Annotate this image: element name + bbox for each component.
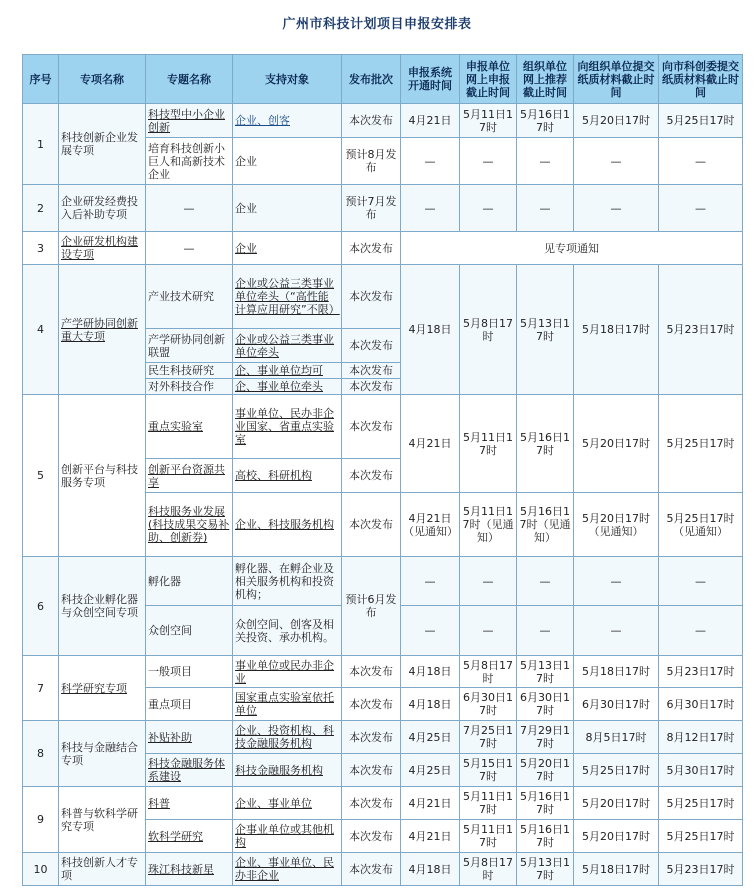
open-date: 4月18日 (401, 265, 460, 395)
paper-sti-deadline: 5月23日17时 (659, 853, 743, 886)
notice-cell: 见专项通知 (401, 232, 743, 265)
header-cell: 申报单位网上申报截止时间 (460, 55, 517, 104)
batch-cell: 本次发布 (342, 459, 401, 493)
schedule-table (22, 54, 743, 886)
topic-cell: 众创空间 (146, 606, 233, 656)
program-name: 科技企业孵化器与众创空间专项 (59, 557, 146, 656)
header-cell: 申报系统开通时间 (401, 55, 460, 104)
paper-sti-deadline: 5月25日17时 (659, 787, 743, 820)
program-name: 科技创新人才专项 (59, 853, 146, 886)
open-date: 4月21日 (401, 395, 460, 493)
recommend-deadline: 5月16日17时 (517, 104, 574, 138)
open-date: 4月21日（见通知） (401, 493, 460, 557)
batch-cell: 本次发布 (342, 688, 401, 721)
table-row (23, 557, 743, 606)
header-cell: 专项名称 (59, 55, 146, 104)
target-link[interactable]: 事业单位或民办非企业 (233, 656, 342, 688)
recommend-deadline: 5月13日17时 (517, 853, 574, 886)
apply-deadline: 5月15日17时 (460, 754, 517, 787)
paper-org-deadline: 5月20日17时 (574, 820, 659, 853)
table-row (23, 656, 743, 688)
recommend-deadline: 7月29日17时 (517, 721, 574, 754)
recommend-deadline: — (517, 138, 574, 185)
paper-sti-deadline: 5月23日17时 (659, 656, 743, 688)
header-cell: 序号 (23, 55, 59, 104)
row-number: 9 (23, 787, 59, 853)
topic-cell: 民生科技研究 (146, 363, 233, 379)
recommend-deadline: 5月16日17时 (517, 820, 574, 853)
paper-org-deadline: — (574, 606, 659, 656)
row-number: 4 (23, 265, 59, 395)
paper-org-deadline: 6月30日17时 (574, 688, 659, 721)
paper-sti-deadline: 5月25日17时（见通知） (659, 493, 743, 557)
apply-deadline: 5月11日17时 (460, 104, 517, 138)
target-link[interactable]: 企业、事业单位、民办非企业 (233, 853, 342, 886)
topic-cell: 孵化器 (146, 557, 233, 606)
row-number: 2 (23, 185, 59, 232)
program-link[interactable]: 产学研协同创新重大专项 (59, 265, 146, 395)
row-number: 3 (23, 232, 59, 265)
target-cell: 企业 (233, 138, 342, 185)
program-name: 科技创新企业发展专项 (59, 104, 146, 185)
target-cell: 企业 (233, 185, 342, 232)
row-number: 7 (23, 656, 59, 721)
paper-org-deadline: 5月18日17时 (574, 656, 659, 688)
target-link[interactable]: 企业、创客 (233, 104, 342, 138)
recommend-deadline: — (517, 606, 574, 656)
topic-cell: 对外科技合作 (146, 379, 233, 395)
topic-link[interactable]: 科技型中小企业创新 (146, 104, 233, 138)
apply-deadline: 5月8日17时 (460, 853, 517, 886)
apply-deadline: 7月25日17时 (460, 721, 517, 754)
open-date: 4月21日 (401, 104, 460, 138)
target-link[interactable]: 企业 (233, 232, 342, 265)
paper-org-deadline: 8月5日17时 (574, 721, 659, 754)
open-date: 4月25日 (401, 721, 460, 754)
open-date: 4月18日 (401, 853, 460, 886)
recommend-deadline: 5月16日17时 (517, 395, 574, 493)
topic-cell: 产学研协同创新联盟 (146, 329, 233, 363)
target-link[interactable]: 科技金融服务机构 (233, 754, 342, 787)
recommend-deadline: 5月16日17时 (517, 787, 574, 820)
header-cell: 组织单位网上推荐截止时间 (517, 55, 574, 104)
paper-org-deadline: — (574, 557, 659, 606)
target-link[interactable]: 企业、投资机构、科技金融服务机构 (233, 721, 342, 754)
paper-sti-deadline: 5月25日17时 (659, 820, 743, 853)
recommend-deadline: 5月13日17时 (517, 265, 574, 395)
program-name: 科技与金融结合专项 (59, 721, 146, 787)
open-date: — (401, 185, 460, 232)
batch-cell: 本次发布 (342, 656, 401, 688)
topic-link[interactable]: 科技金融服务体系建设 (146, 754, 233, 787)
open-date: — (401, 606, 460, 656)
apply-deadline: — (460, 606, 517, 656)
table-row (23, 104, 743, 138)
recommend-deadline: — (517, 185, 574, 232)
paper-org-deadline: 5月18日17时 (574, 265, 659, 395)
target-link[interactable]: 企业或公益三类事业单位牵头 (233, 329, 342, 363)
paper-sti-deadline: 8月12日17时 (659, 721, 743, 754)
recommend-deadline: 5月20日17时 (517, 754, 574, 787)
batch-cell: 本次发布 (342, 265, 401, 329)
recommend-deadline: 6月30日17时 (517, 688, 574, 721)
batch-cell: 本次发布 (342, 232, 401, 265)
apply-deadline: — (460, 138, 517, 185)
paper-sti-deadline: 5月23日17时 (659, 265, 743, 395)
topic-cell: 培育科技创新小巨人和高新技术企业 (146, 138, 233, 185)
paper-org-deadline: 5月25日17时 (574, 754, 659, 787)
target-link[interactable]: 事业单位、民办非企业国家、省重点实验室 (233, 395, 342, 459)
table-row (23, 185, 743, 232)
topic-link[interactable]: 科普 (146, 787, 233, 820)
target-link[interactable]: 企业、科技服务机构 (233, 493, 342, 557)
batch-cell: 本次发布 (342, 721, 401, 754)
row-number: 6 (23, 557, 59, 656)
batch-cell: 预计8月发布 (342, 138, 401, 185)
program-link[interactable]: 企业研发机构建设专项 (59, 232, 146, 265)
target-link[interactable]: 企事业单位或其他机构 (233, 820, 342, 853)
batch-cell: 预计7月发布 (342, 185, 401, 232)
batch-cell: 本次发布 (342, 104, 401, 138)
topic-link[interactable]: 科技服务业发展(科技成果交易补助、创新券) (146, 493, 233, 557)
header-cell: 向组织单位提交纸质材料截止时间 (574, 55, 659, 104)
batch-cell: 本次发布 (342, 363, 401, 379)
row-number: 8 (23, 721, 59, 787)
paper-org-deadline: 5月20日17时 (574, 395, 659, 493)
topic-cell: — (146, 185, 233, 232)
batch-cell: 预计6月发布 (342, 557, 401, 656)
program-link[interactable]: 科学研究专项 (59, 656, 146, 721)
topic-link[interactable]: 补贴补助 (146, 721, 233, 754)
target-cell: 众创空间、创客及相关投资、承办机构。 (233, 606, 342, 656)
open-date: — (401, 557, 460, 606)
table-row (23, 232, 743, 265)
recommend-deadline: 5月13日17时 (517, 656, 574, 688)
paper-sti-deadline: — (659, 185, 743, 232)
topic-cell: 重点项目 (146, 688, 233, 721)
header-cell: 支持对象 (233, 55, 342, 104)
open-date: 4月21日 (401, 820, 460, 853)
paper-org-deadline: — (574, 138, 659, 185)
open-date: 4月25日 (401, 754, 460, 787)
paper-sti-deadline: — (659, 606, 743, 656)
apply-deadline: 6月30日17时 (460, 688, 517, 721)
program-name: 创新平台与科技服务专项 (59, 395, 146, 557)
table-row (23, 853, 743, 886)
paper-org-deadline: 5月18日17时 (574, 853, 659, 886)
paper-sti-deadline: 6月30日17时 (659, 688, 743, 721)
table-row (23, 787, 743, 820)
recommend-deadline: — (517, 557, 574, 606)
batch-cell: 本次发布 (342, 754, 401, 787)
table-row (23, 721, 743, 754)
open-date: 4月18日 (401, 656, 460, 688)
open-date: — (401, 138, 460, 185)
open-date: 4月21日 (401, 787, 460, 820)
target-link[interactable]: 企业或公益三类事业单位牵头（“高性能计算应用研究”不限） (233, 265, 342, 329)
topic-cell: — (146, 232, 233, 265)
apply-deadline: 5月8日17时 (460, 656, 517, 688)
apply-deadline: 5月11日17时 (460, 787, 517, 820)
paper-org-deadline: 5月20日17时 (574, 787, 659, 820)
paper-org-deadline: — (574, 185, 659, 232)
batch-cell: 本次发布 (342, 787, 401, 820)
row-number: 10 (23, 853, 59, 886)
target-link[interactable]: 企、事业单位牵头 (233, 379, 342, 395)
apply-deadline: — (460, 557, 517, 606)
open-date: 4月18日 (401, 688, 460, 721)
topic-cell: 产业技术研究 (146, 265, 233, 329)
program-name: 科普与软科学研究专项 (59, 787, 146, 853)
apply-deadline: 5月11日17时（见通知） (460, 493, 517, 557)
apply-deadline: — (460, 185, 517, 232)
paper-sti-deadline: 5月25日17时 (659, 395, 743, 493)
paper-sti-deadline: 5月25日17时 (659, 104, 743, 138)
target-link[interactable]: 企业、事业单位 (233, 787, 342, 820)
topic-cell: 一般项目 (146, 656, 233, 688)
header-cell: 发布批次 (342, 55, 401, 104)
batch-cell: 本次发布 (342, 395, 401, 459)
target-link[interactable]: 高校、科研机构 (233, 459, 342, 493)
table-row (23, 395, 743, 459)
page-title: 广州市科技计划项目申报安排表 (282, 17, 472, 32)
topic-link[interactable]: 软科学研究 (146, 820, 233, 853)
batch-cell: 本次发布 (342, 379, 401, 395)
target-link[interactable]: 企、事业单位均可 (233, 363, 342, 379)
table-row (23, 265, 743, 329)
paper-org-deadline: 5月20日17时（见通知） (574, 493, 659, 557)
header-row (23, 55, 743, 104)
recommend-deadline: 5月16日17时（见通知） (517, 493, 574, 557)
program-name: 企业研发经费投入后补助专项 (59, 185, 146, 232)
row-number: 1 (23, 104, 59, 185)
topic-link[interactable]: 创新平台资源共享 (146, 459, 233, 493)
topic-link[interactable]: 珠江科技新星 (146, 853, 233, 886)
batch-cell: 本次发布 (342, 329, 401, 363)
apply-deadline: 5月11日17时 (460, 820, 517, 853)
batch-cell: 本次发布 (342, 853, 401, 886)
row-number: 5 (23, 395, 59, 557)
batch-cell: 本次发布 (342, 493, 401, 557)
paper-org-deadline: 5月20日17时 (574, 104, 659, 138)
target-link[interactable]: 国家重点实验室依托单位 (233, 688, 342, 721)
batch-cell: 本次发布 (342, 820, 401, 853)
header-cell: 向市科创委提交纸质材料截止时间 (659, 55, 743, 104)
paper-sti-deadline: — (659, 557, 743, 606)
topic-link[interactable]: 重点实验室 (146, 395, 233, 459)
paper-sti-deadline: 5月30日17时 (659, 754, 743, 787)
target-cell: 孵化器、在孵企业及相关服务机构和投资机构； (233, 557, 342, 606)
apply-deadline: 5月11日17时 (460, 395, 517, 493)
paper-sti-deadline: — (659, 138, 743, 185)
apply-deadline: 5月8日17时 (460, 265, 517, 395)
header-cell: 专题名称 (146, 55, 233, 104)
